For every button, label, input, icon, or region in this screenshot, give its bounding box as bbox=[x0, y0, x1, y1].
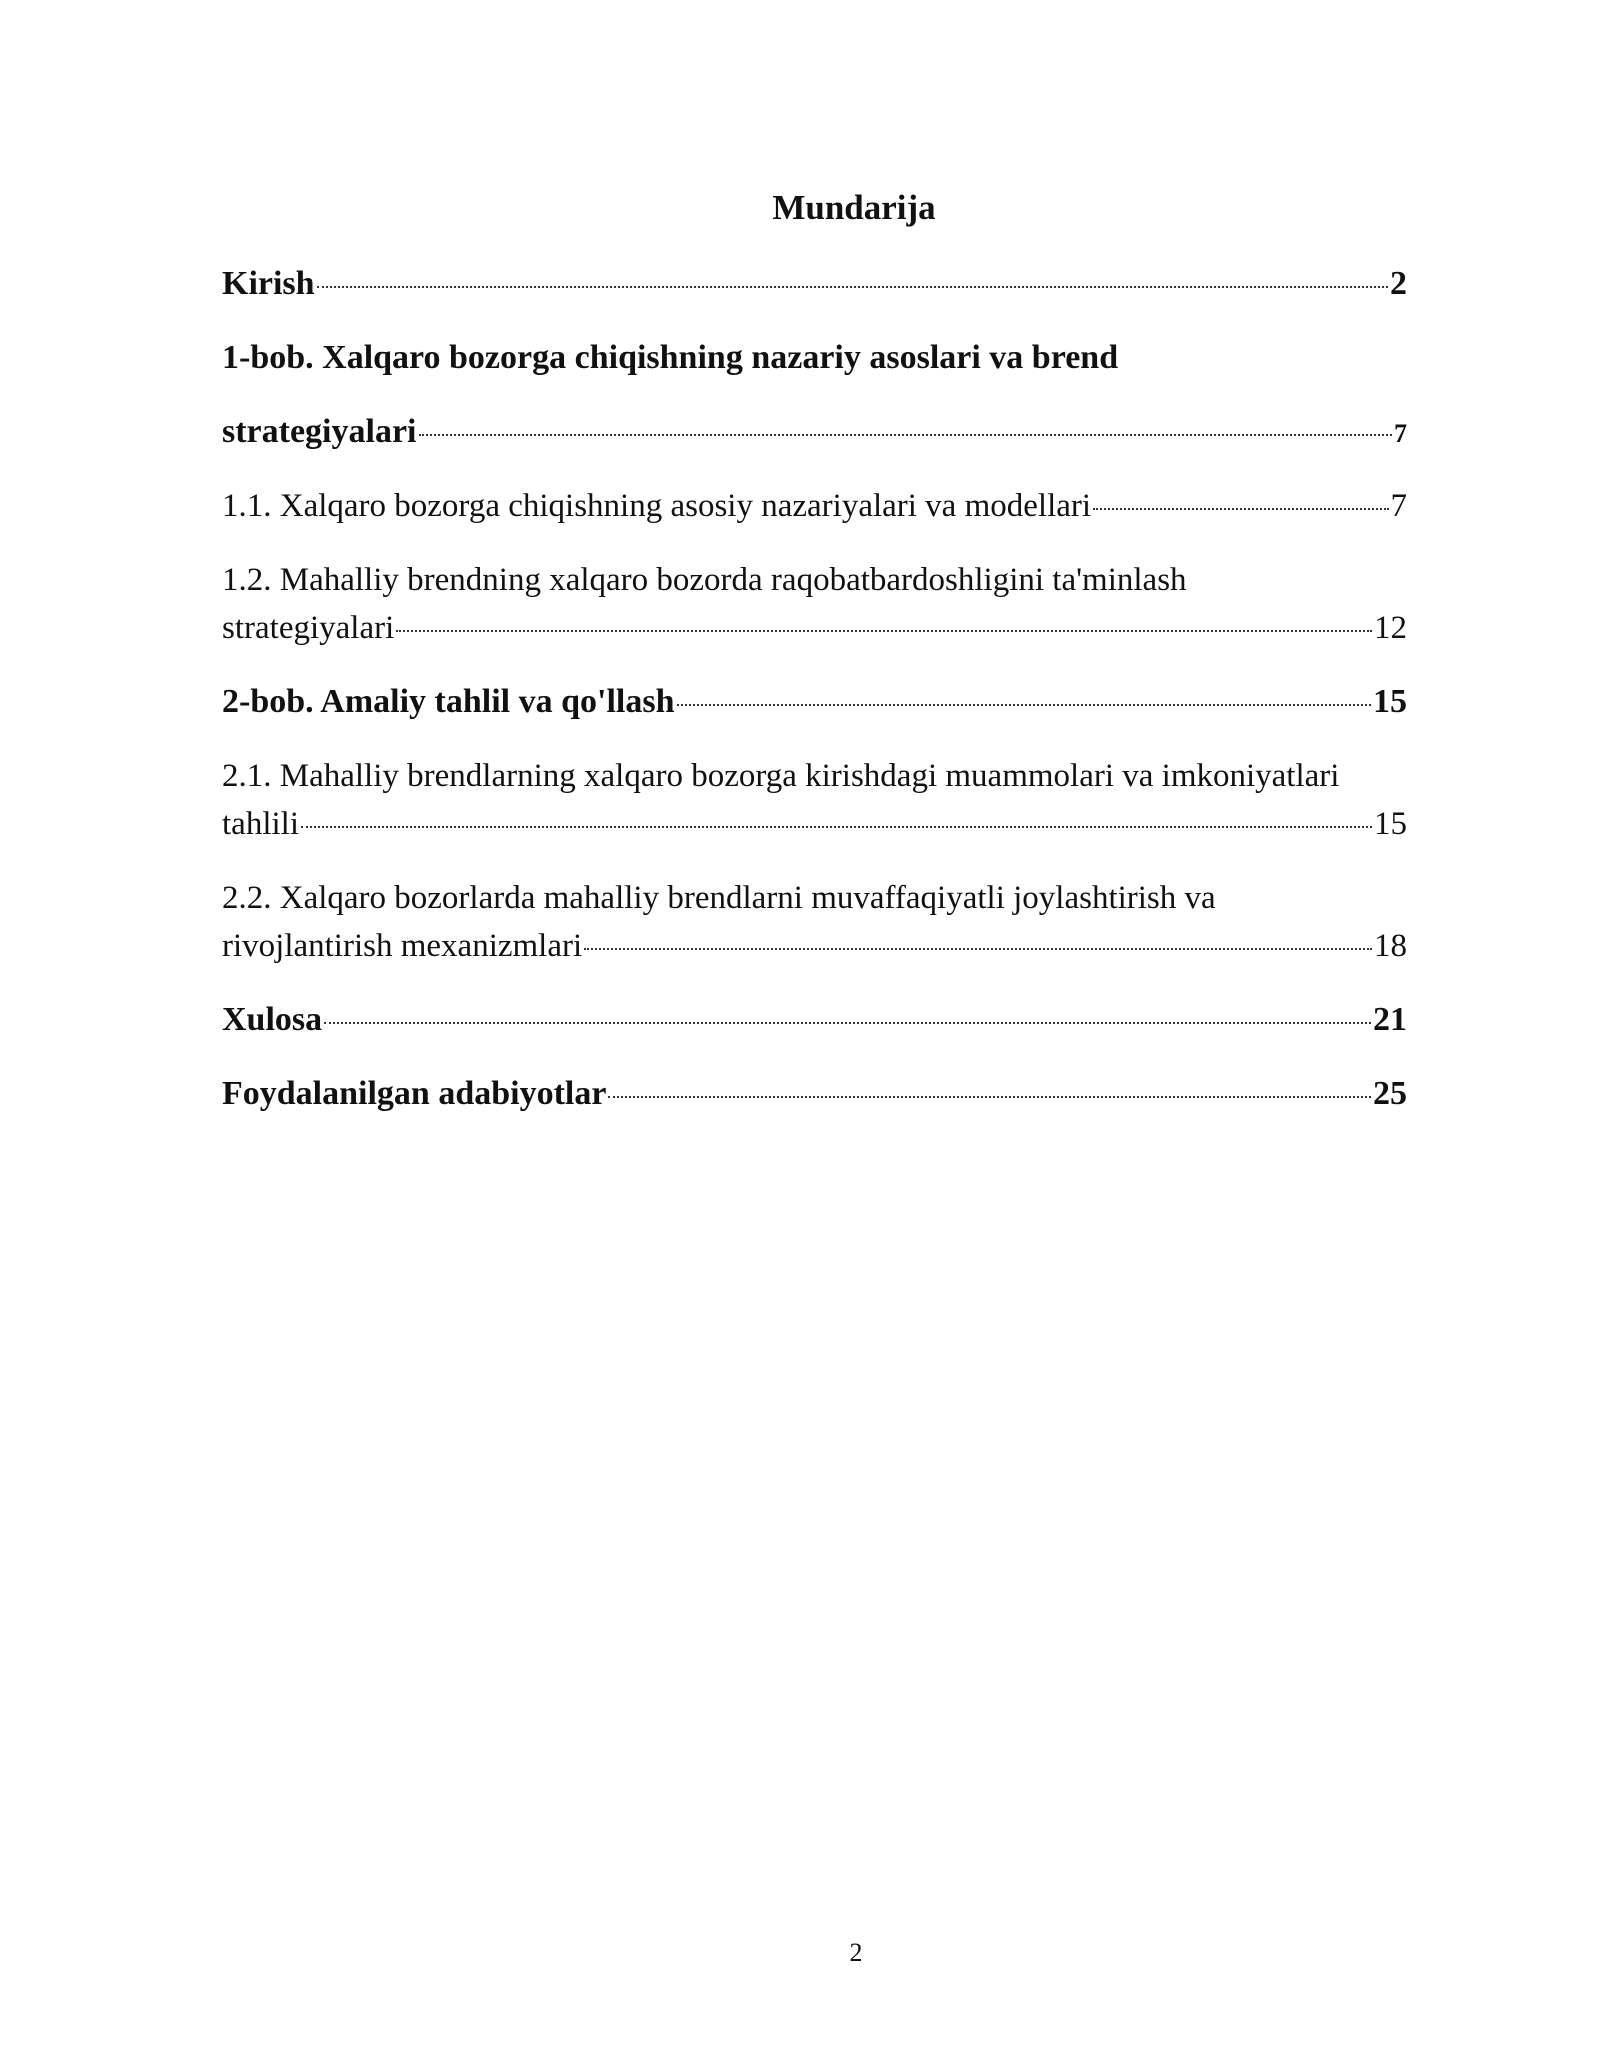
dot-leader bbox=[324, 1022, 1371, 1024]
dot-leader bbox=[301, 826, 1372, 828]
toc-entry-section-1-2[interactable] bbox=[222, 556, 1407, 652]
toc-entry-page: 25 bbox=[1373, 1075, 1407, 1112]
toc-entry-label: 2-bob. Amaliy tahlil va qo'llash bbox=[222, 683, 675, 720]
toc-entry-section-2-2[interactable] bbox=[222, 874, 1407, 970]
toc-entry-page: 7 bbox=[1390, 488, 1407, 524]
dot-leader bbox=[1093, 508, 1388, 510]
toc-entry-label: Xulosa bbox=[222, 1001, 323, 1038]
toc-entry-section-2-1[interactable] bbox=[222, 752, 1407, 848]
toc-entry-conclusion[interactable] bbox=[222, 996, 1407, 1044]
toc-entry-page: 21 bbox=[1373, 1001, 1407, 1038]
toc-entry-label: Foydalanilgan adabiyotlar bbox=[222, 1075, 607, 1112]
dot-leader bbox=[419, 434, 1393, 436]
toc-entry-page: 18 bbox=[1374, 928, 1407, 964]
page-number: 2 bbox=[849, 1938, 863, 1967]
toc-entry-introduction[interactable] bbox=[222, 260, 1407, 308]
toc-entry-label-line-1: 1.2. Mahalliy brendning xalqaro bozorda raqobatbardoshligini ta'minlash bbox=[222, 562, 1187, 598]
toc-entry-chapter-2[interactable] bbox=[222, 678, 1407, 726]
toc-entry-label: 1.1. Xalqaro bozorga chiqishning asosiy nazariyalari va modellari bbox=[222, 488, 1092, 524]
toc-entry-chapter-1[interactable] bbox=[222, 334, 1407, 458]
dot-leader bbox=[584, 948, 1372, 950]
toc-entry-page: 12 bbox=[1374, 610, 1407, 646]
toc-entry-label-line-2: rivojlantirish mexanizmlari bbox=[222, 928, 583, 964]
toc-entry-label-line-1: 2.2. Xalqaro bozorlarda mahalliy brendlarni muvaffaqiyatli joylashtirish va bbox=[222, 880, 1216, 916]
toc-entry-page: 15 bbox=[1374, 806, 1407, 842]
toc-entry-page: 7 bbox=[1394, 419, 1407, 448]
toc-entry-label: Kirish bbox=[222, 265, 315, 302]
dot-leader bbox=[317, 286, 1388, 288]
toc-entry-section-1-1[interactable] bbox=[222, 482, 1407, 530]
dot-leader bbox=[677, 704, 1372, 706]
dot-leader bbox=[608, 1096, 1371, 1098]
toc-entry-label-line-2: strategiyalari bbox=[222, 413, 417, 450]
toc-entry-page: 2 bbox=[1390, 265, 1407, 302]
toc-entry-label-line-2: tahlili bbox=[222, 806, 299, 842]
toc-entry-references[interactable] bbox=[222, 1070, 1407, 1118]
toc-title: Mundarija bbox=[772, 188, 936, 227]
toc-entry-page: 15 bbox=[1373, 683, 1407, 720]
toc-entry-label-line-1: 2.1. Mahalliy brendlarning xalqaro bozorga kirishdagi muammolari va imkoniyatlari bbox=[222, 758, 1340, 794]
toc-entry-label-line-2: strategiyalari bbox=[222, 610, 395, 646]
dot-leader bbox=[396, 630, 1372, 632]
toc-entry-label-line-1: 1-bob. Xalqaro bozorga chiqishning nazariy asoslari va brend bbox=[222, 339, 1119, 376]
